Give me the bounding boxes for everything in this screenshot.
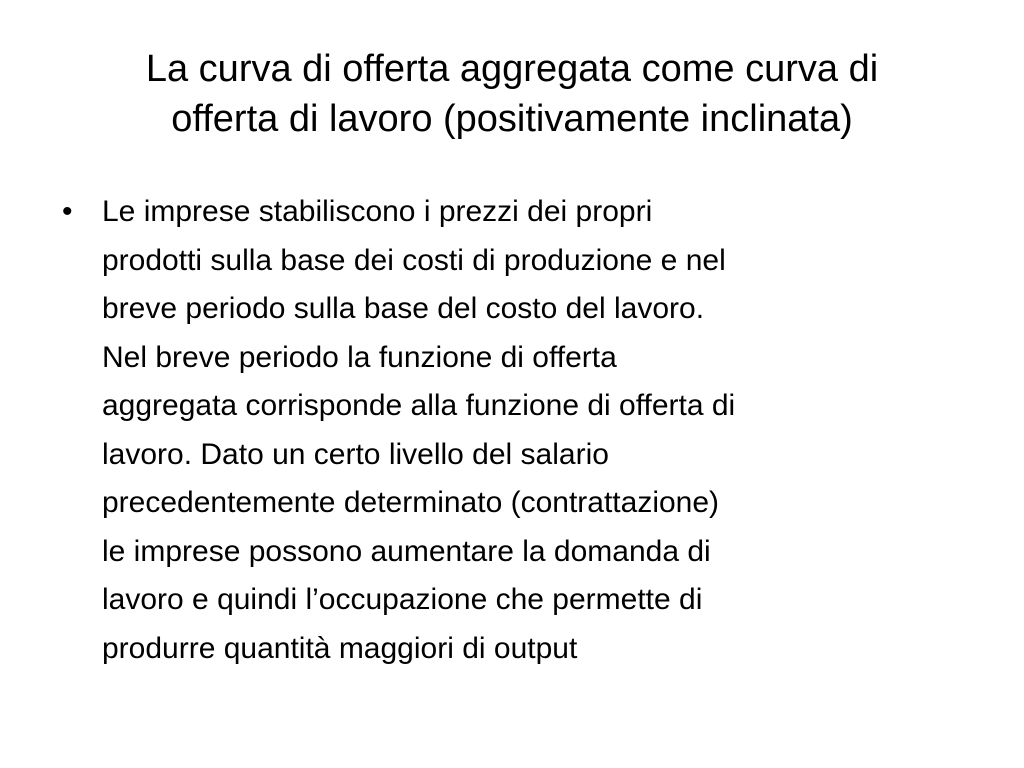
paragraph-line: lavoro e quindi l’occupazione che permette di [102, 583, 703, 616]
slide-title-line: offerta di lavoro (positivamente inclinata) [171, 98, 853, 140]
paragraph-line: produrre quantità maggiori di output [102, 631, 578, 665]
slide-title-line: La curva di offerta aggregata come curva di [145, 48, 879, 90]
paragraph-line: prodotti sulla base dei costi di produzione e nel [102, 243, 726, 277]
paragraph-line: aggregata corrisponde alla funzione di offerta di [102, 389, 736, 422]
paragraph-line: le imprese possono aumentare la domanda di [102, 534, 711, 568]
bullet-paragraph [102, 188, 962, 673]
bullet-icon: • [62, 195, 73, 228]
paragraph-line: lavoro. Dato un certo livello del salario [102, 437, 609, 471]
slide-title [60, 44, 964, 144]
paragraph-line: Nel breve periodo la funzione di offerta [102, 340, 617, 374]
paragraph-line: precedentemente determinato (contrattazione) [102, 486, 720, 519]
paragraph-line: breve periodo sulla base del costo del lavoro. [102, 292, 705, 325]
paragraph-line: Le imprese stabiliscono i prezzi dei propri [102, 195, 653, 228]
